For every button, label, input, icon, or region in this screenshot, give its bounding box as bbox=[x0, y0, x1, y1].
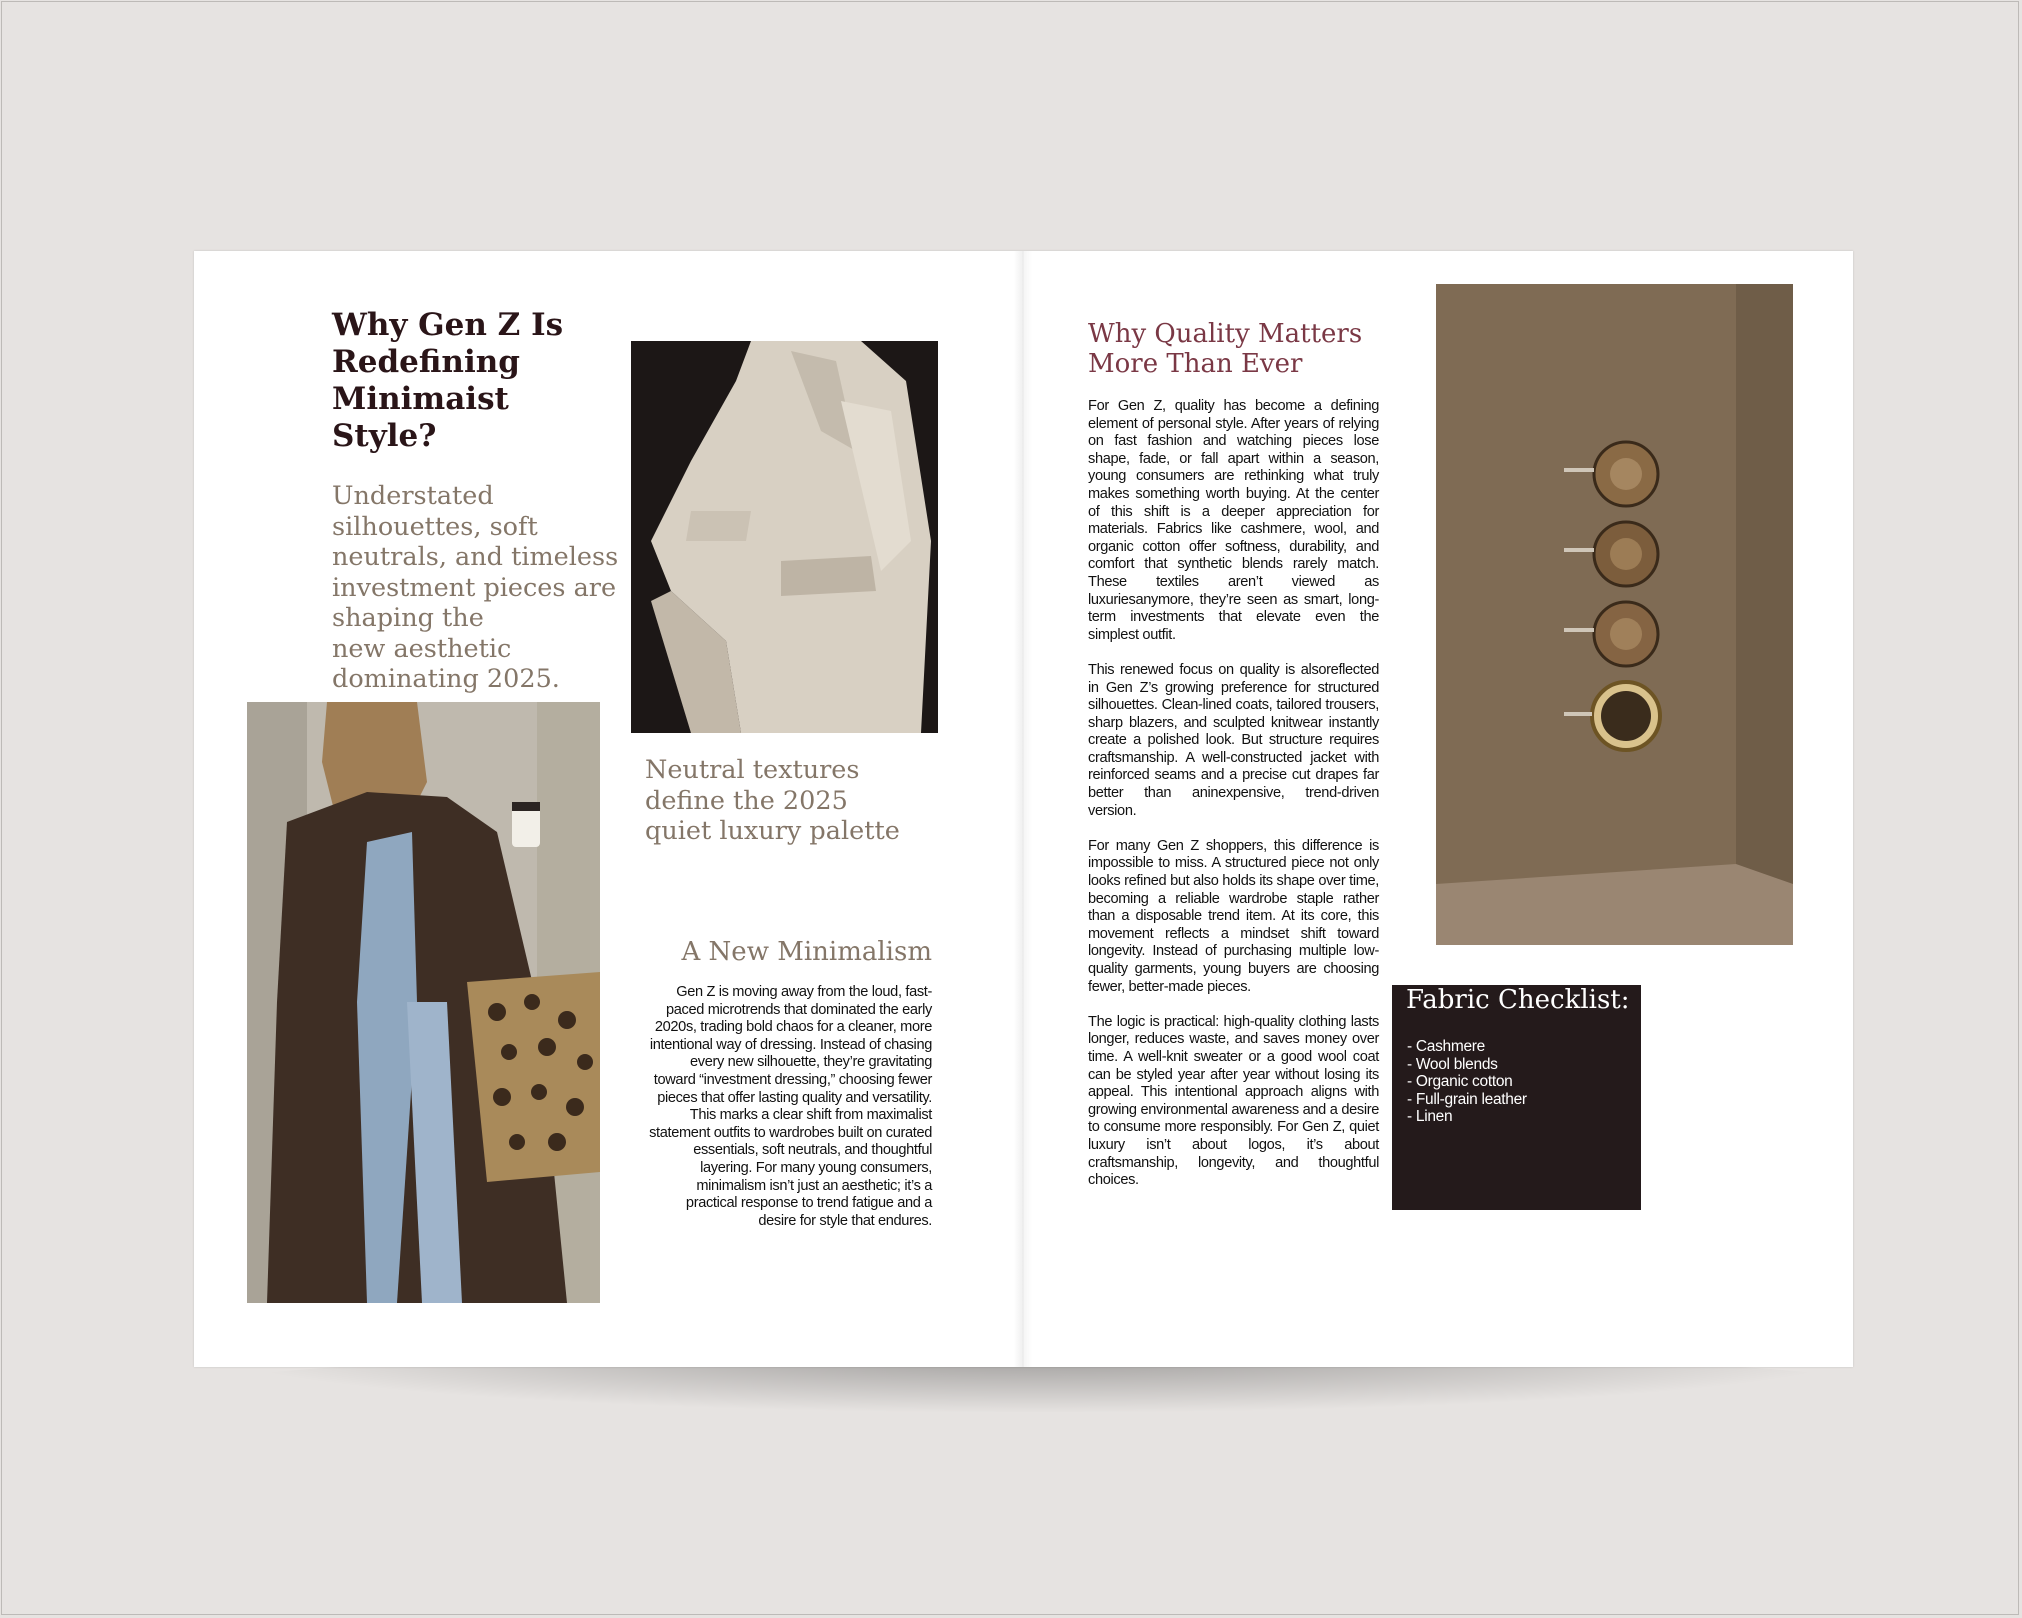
checklist-item: - Cashmere bbox=[1407, 1038, 1485, 1055]
street-style-photo bbox=[247, 702, 600, 1303]
article-heading: Why Quality Matters More Than Ever bbox=[1088, 319, 1363, 379]
checklist-item: - Organic cotton bbox=[1407, 1073, 1513, 1091]
article-paragraph: This renewed focus on quality is alsoreflected in Gen Z’s growing preference for structured silhouettes. Clean-lined coats, tailored trousers, sharp blazers, and sculpted knitwear instantly create a polished look. But structure requires craftsmanship. A well-constructed jacket with reinforced seams and a precise cut drapes far better than aninexpensive, trend-driven version. bbox=[1088, 661, 1379, 819]
section-heading: A New Minimalism bbox=[681, 937, 932, 967]
section-body: Gen Z is moving away from the loud, fast-paced microtrends that dominated the early 2020s, trading bold chaos for a cleaner, more intentional way of dressing. Instead of chasing every new silhouette, they’re gravitating toward “investment dressing,” choosing fewer pieces that offer lasting quality and versatility. This marks a clear shift from maximalist statement outfits to wardrobes built on curated essentials, soft neutrals, and thoughtful layering. For many young consumers, minimalism isn’t just an aesthetic; it’s a practical response to trend fatigue and a desire for style that endures. bbox=[649, 984, 932, 1229]
article-paragraph: For Gen Z, quality has become a defining element of personal style. After years of relying on fast fashion and watching pieces lose shape, fade, or fall apart within a season, young consumers are rethinking what truly makes something worth buying. At the center of this shift is a deeper appreciation for materials. Fabrics like cashmere, wool, and organic cotton offer softness, durability, and comfort that synthetic blends rarely match. These textiles aren’t viewed as luxuriesanymore, they’re seen as smart, long-term investments that elevate even the simplest outfit. bbox=[1088, 398, 1379, 643]
magazine-spread bbox=[194, 251, 1853, 1367]
checklist-item: - Wool blends bbox=[1407, 1055, 1498, 1073]
checklist-item: - Full-grain leather bbox=[1407, 1090, 1527, 1108]
sleeve-buttons-photo bbox=[1436, 284, 1793, 945]
photo-caption: Neutral textures define the 2025 quiet luxury palette bbox=[645, 755, 900, 846]
fabric-checklist-box bbox=[1392, 985, 1641, 1210]
article-body bbox=[1088, 398, 1379, 1207]
spine-gutter bbox=[1014, 251, 1032, 1367]
checklist-title: Fabric Checklist: bbox=[1406, 985, 1630, 1015]
article-paragraph: The logic is practical: high-quality clothing lasts longer, reduces waste, and saves money over time. A well-knit sweater or a good wool coat can be styled year after year without losing its appeal. This intentional approach aligns with growing environmental awareness and a desire to consume more responsibly. For Gen Z, quiet luxury isn’t about logos, it’s about craftsmanship, longevity, and thoughtful choices. bbox=[1088, 1013, 1379, 1189]
article-paragraph: For many Gen Z shoppers, this difference is impossible to miss. A structured piece not only looks refined but also holds its shape over time, becoming a reliable wardrobe staple rather than a disposable trend item. At its core, this movement reflects a mindset shift toward longevity. Instead of purchasing multiple low-quality garments, young buyers are choosing fewer, better-made pieces. bbox=[1088, 837, 1379, 995]
page-title: Why Gen Z Is Redefining Minimaist Style? bbox=[332, 307, 564, 454]
checklist-list bbox=[1407, 1038, 1627, 1126]
checklist-item: - Linen bbox=[1407, 1108, 1453, 1126]
deck-text: Understated silhouettes, soft neutrals, and timeless investment pieces are shaping the new aesthetic dominating 2025. bbox=[332, 481, 619, 694]
coat-photo bbox=[631, 341, 938, 733]
